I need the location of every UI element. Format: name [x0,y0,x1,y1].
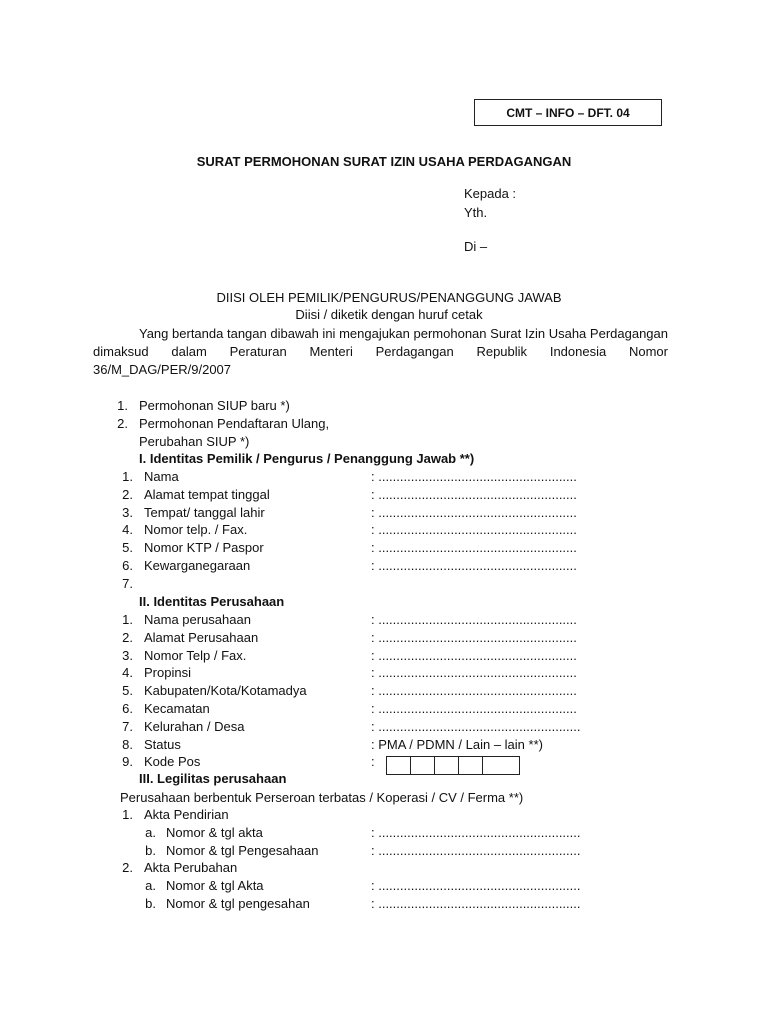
document-title: SURAT PERMOHONAN SURAT IZIN USAHA PERDAGANGAN [196,154,572,169]
field-value-line[interactable]: : ....................................................... [371,612,577,627]
field-label: Akta Pendirian [144,807,229,822]
request-number: 1. [117,398,128,413]
field-value-line[interactable]: : ........................................................ [371,842,581,858]
field-label: Nama [144,469,179,484]
request-siup-baru: Permohonan SIUP baru *) [139,398,290,413]
field-value-line[interactable]: : ........................................................ [371,824,581,840]
intro-paragraph: Yang bertanda tangan dibawah ini mengajukan permohonan Surat Izin Usaha Perdagangan dimaksud dalam Peraturan Menteri Perdagangan Republik Indonesia Nomor 36/M_DAG/PER/9/2007 [93,326,668,377]
kode-pos-box[interactable] [482,756,520,775]
field-label: Nomor & tgl Akta [166,878,264,894]
section-3-heading: III. Legilitas perusahaan [139,771,287,786]
field-label: Kabupaten/Kota/Kotamadya [144,683,307,699]
field-number: 1. [122,469,133,484]
kode-pos-box[interactable] [386,756,411,775]
field-value-line[interactable]: : ....................................................... [371,504,577,520]
field-number: 2. [122,860,133,876]
field-number: 7. [122,718,133,734]
field-label: Nomor KTP / Paspor [144,540,264,556]
request-perubahan-siup: Perubahan SIUP *) [139,434,250,449]
field-value-line[interactable]: : ........................................................ [371,718,581,734]
field-value-line[interactable]: : ....................................................... [371,540,577,556]
field-value-line[interactable]: : ....................................................... [371,558,577,573]
field-number: 5. [122,540,133,556]
document-code-box [474,99,662,126]
field-number: 4. [122,522,133,538]
field-label: Nomor telp. / Fax. [144,522,248,538]
document-code: CMT – INFO – DFT. 04 [506,105,630,120]
field-label: Nomor & tgl pengesahan [166,896,310,911]
field-number: 3. [122,647,133,663]
field-value-line[interactable]: : ....................................................... [371,522,577,538]
print-note: Diisi / diketik dengan huruf cetak [295,307,483,322]
field-number: b. [145,896,156,911]
field-label: Status [144,736,181,752]
section-2-heading: II. Identitas Perusahaan [139,594,285,609]
field-label: Kecamatan [144,701,210,716]
field-value-line[interactable]: : ....................................................... [371,469,577,484]
field-number: 2. [122,629,133,645]
field-number: 1. [122,612,133,627]
field-number: b. [145,842,156,858]
field-label: Propinsi [144,665,191,681]
recipient-yth: Yth. [464,205,488,220]
field-value-line[interactable]: : ........................................................ [371,896,581,911]
kode-pos-box[interactable] [434,756,459,775]
field-number: 4. [122,665,133,681]
kode-pos-boxes[interactable] [386,756,520,775]
field-value-line[interactable]: : ....................................................... [371,683,577,699]
field-label: Tempat/ tanggal lahir [144,504,265,520]
field-number: 2. [122,486,133,502]
kode-pos-box[interactable] [410,756,435,775]
field-number: a. [145,878,156,894]
field-label: Kelurahan / Desa [144,718,245,734]
field-number: a. [145,824,156,840]
field-value-line[interactable]: : ....................................................... [371,486,577,502]
field-label: Kode Pos [144,754,201,770]
field-label: Nama perusahaan [144,612,251,627]
field-number: 8. [122,736,133,752]
recipient-di: Di – [464,239,488,254]
field-number: 3. [122,504,133,520]
field-number: 9. [122,754,133,770]
field-value-line[interactable]: : ....................................................... [371,701,577,716]
field-number: 7. [122,575,133,591]
field-label: Nomor Telp / Fax. [144,647,247,663]
field-value-line[interactable]: : ....................................................... [371,665,577,681]
field-label: Akta Perubahan [144,860,238,876]
field-value-line[interactable]: : [371,754,375,770]
field-label: Alamat Perusahaan [144,629,259,645]
field-number: 1. [122,807,133,822]
field-label: Alamat tempat tinggal [144,486,270,502]
field-value-line[interactable]: : ........................................................ [371,878,581,894]
field-value-line[interactable]: : ....................................................... [371,647,577,663]
kode-pos-box[interactable] [458,756,483,775]
field-label: Nomor & tgl Pengesahaan [166,842,319,858]
field-number: 6. [122,701,133,716]
request-pendaftaran-ulang: Permohonan Pendaftaran Ulang, [139,416,330,431]
fill-note: DIISI OLEH PEMILIK/PENGURUS/PENANGGUNG JAWAB [216,290,562,305]
section-3-note: Perusahaan berbentuk Perseroan terbatas / Koperasi / CV / Ferma **) [120,790,524,805]
field-number: 6. [122,558,133,573]
field-label: Kewarganegaraan [144,558,251,573]
field-value-line[interactable]: : ....................................................... [371,629,577,645]
recipient-kepada: Kepada : [464,186,517,201]
field-label: Nomor & tgl akta [166,824,263,840]
field-number: 5. [122,683,133,699]
field-value-line[interactable]: : PMA / PDMN / Lain – lain **) [371,736,543,752]
section-1-heading: I. Identitas Pemilik / Pengurus / Penanggung Jawab **) [139,451,475,466]
request-number: 2. [117,416,128,431]
